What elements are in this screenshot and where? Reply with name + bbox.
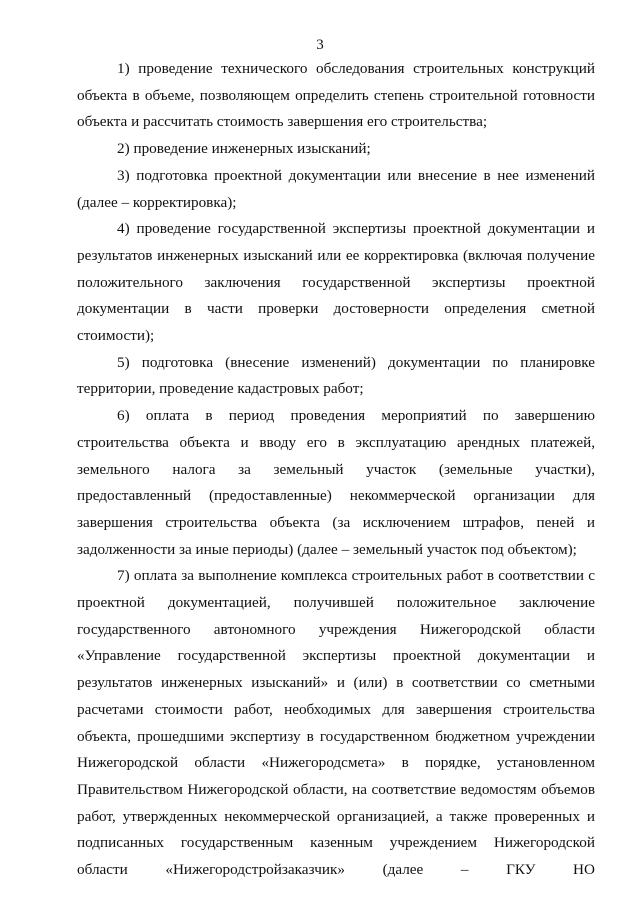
text-line: объекта, прошедшими экспертизу в государственном бюджетном учреждении bbox=[77, 727, 595, 745]
text-line: объекта в объеме, позволяющем определить степень строительной готовности bbox=[77, 86, 595, 104]
text-line: 3) подготовка проектной документации или внесение в нее изменений bbox=[117, 166, 595, 184]
paragraph-item-7 bbox=[77, 563, 595, 883]
text-line: 1) проведение технического обследования строительных конструкций bbox=[117, 60, 595, 77]
paragraph-item-3 bbox=[77, 163, 595, 216]
text-line: строительства объекта и вводу его в эксплуатацию арендных платежей, bbox=[77, 433, 595, 451]
text-line: проектной документацией, получившей положительное заключение bbox=[77, 594, 595, 612]
text-line: 7) оплата за выполнение комплекса строительных работ в соответствии с bbox=[117, 567, 595, 585]
text-line: территории, проведение кадастровых работ; bbox=[77, 380, 364, 398]
text-line: расчетами стоимости работ, необходимых для завершения строительства bbox=[77, 700, 595, 718]
text-line: результатов инженерных изысканий или ее корректировка (включая получение bbox=[77, 246, 595, 264]
text-line: Правительством Нижегородской области, на соответствие ведомостям объемов bbox=[77, 780, 595, 798]
paragraph-item-5 bbox=[77, 350, 595, 403]
paragraph-item-1 bbox=[77, 56, 595, 136]
text-line: документации в части проверки достоверности определения сметной bbox=[77, 300, 595, 318]
paragraph-item-6 bbox=[77, 403, 595, 563]
text-line: положительного заключения государственной экспертизы проектной bbox=[77, 273, 595, 291]
text-line: Нижегородской области «Нижегородсмета» в порядке, установленном bbox=[77, 754, 595, 772]
paragraph-item-4 bbox=[77, 216, 595, 350]
text-line: результатов инженерных изысканий» и (или) в соответствии со сметными bbox=[77, 674, 595, 692]
document-body bbox=[77, 56, 595, 884]
text-line: «Управление государственной экспертизы проектной документации и bbox=[77, 647, 595, 665]
text-line: 5) подготовка (внесение изменений) документации по планировке bbox=[117, 353, 595, 371]
page-number: 3 bbox=[316, 37, 324, 53]
text-line: земельного налога за земельный участок (земельные участки), bbox=[77, 460, 595, 478]
text-line: области «Нижегородстройзаказчик» (далее – ГКУ НО bbox=[77, 861, 595, 879]
text-line: завершения строительства объекта (за исключением штрафов, пеней и bbox=[77, 513, 595, 531]
text-line: предоставленный (предоставленные) некоммерческой организации для bbox=[77, 487, 595, 505]
text-line: задолженности за иные периоды) (далее – земельный участок под объектом); bbox=[77, 540, 577, 558]
text-line: государственного автономного учреждения Нижегородской области bbox=[77, 620, 595, 638]
text-line: 6) оплата в период проведения мероприятий по завершению bbox=[117, 407, 595, 425]
text-line: подписанных государственным казенным учреждением Нижегородской bbox=[77, 834, 595, 852]
text-line: 2) проведение инженерных изысканий; bbox=[117, 140, 371, 158]
text-line: (далее – корректировка); bbox=[77, 193, 237, 211]
text-line: стоимости); bbox=[77, 327, 155, 345]
paragraph-item-2 bbox=[77, 136, 595, 163]
text-line: объекта и рассчитать стоимость завершения его строительства; bbox=[77, 113, 488, 131]
text-line: работ, утвержденных некоммерческой организацией, а также проверенных и bbox=[77, 807, 595, 825]
text-line: 4) проведение государственной экспертизы проектной документации и bbox=[117, 220, 595, 238]
